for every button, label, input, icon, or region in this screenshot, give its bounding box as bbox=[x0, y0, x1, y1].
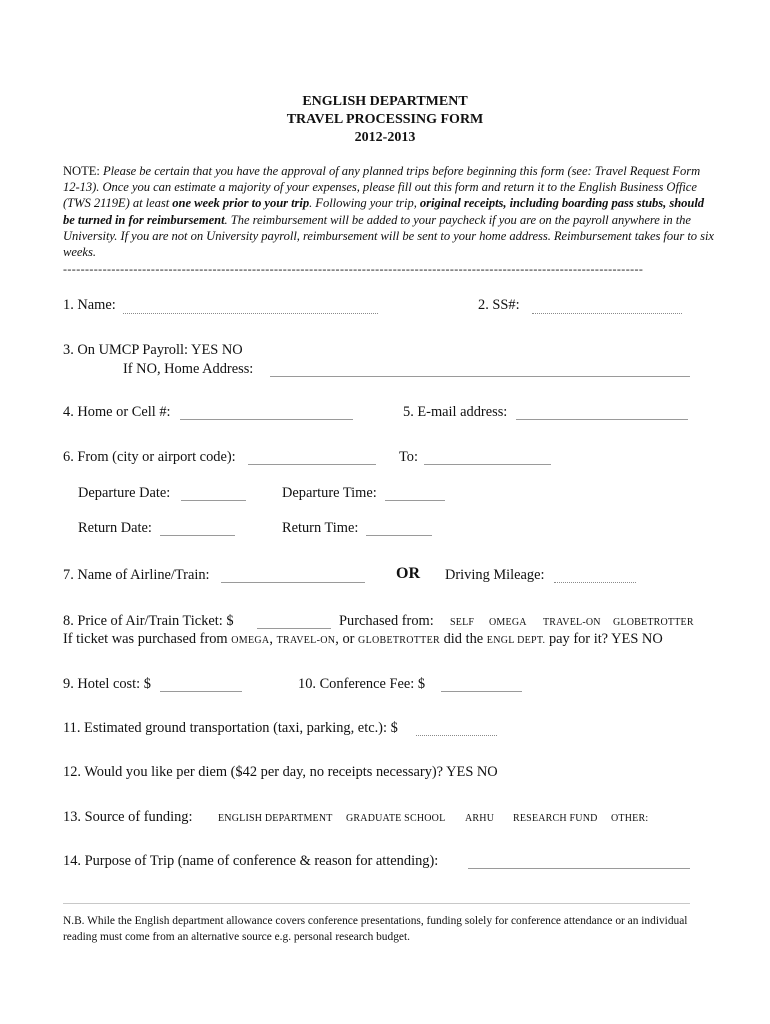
home-address-label: If NO, Home Address: bbox=[123, 361, 254, 377]
note-text-3: . The reimbursement will be added to your paycheck if you are on the payroll anywhere in the University. If you are not on University payroll, reimbursement will be sent to your home address. Reimbursement takes four to six weeks. bbox=[63, 212, 714, 260]
vendor-omega[interactable]: OMEGA bbox=[489, 617, 527, 628]
form-title: TRAVEL PROCESSING FORM bbox=[286, 112, 484, 127]
return-date-field[interactable] bbox=[160, 535, 235, 536]
ground-transport-field[interactable] bbox=[416, 735, 497, 736]
to-field[interactable] bbox=[424, 464, 551, 465]
to-label: To: bbox=[399, 449, 418, 465]
note-deadline: one week prior to your trip bbox=[172, 196, 310, 211]
return-date-label: Return Date: bbox=[78, 520, 152, 536]
funding-arhu[interactable]: ARHU bbox=[465, 813, 495, 824]
home-address-field[interactable] bbox=[270, 376, 690, 377]
vendor-globetrotter[interactable]: GLOBETROTTER bbox=[613, 617, 694, 628]
note-text-1: Please be certain that you have the approval of any planned trips before beginning this form (see: Travel Request Form 12-13). Once you can estimate a majority of your expenses, please fill out this form and return it to the English Business Office (TWS 2119E) at least bbox=[63, 164, 701, 211]
note-receipts: original receipts, including boarding pass stubs, should be turned in for reimbursement bbox=[63, 196, 705, 227]
ticket-payment-question: If ticket was purchased from OMEGA, TRAVEL-ON, or GLOBETROTTER did the ENGL DEPT. pay for it? YES NO bbox=[63, 631, 663, 647]
airline-label: 7. Name of Airline/Train: bbox=[63, 567, 210, 583]
phone-field[interactable] bbox=[180, 419, 353, 420]
ss-label: 2. SS#: bbox=[478, 297, 520, 313]
ticket-q-or: , or bbox=[335, 631, 355, 647]
vendor-travel-on[interactable]: TRAVEL-ON bbox=[543, 617, 601, 628]
instructions-note bbox=[63, 163, 718, 260]
departure-time-field[interactable] bbox=[385, 500, 445, 501]
email-field[interactable] bbox=[516, 419, 688, 420]
mileage-field[interactable] bbox=[554, 582, 636, 583]
funding-graduate-school[interactable]: GRADUATE SCHOOL bbox=[346, 813, 446, 824]
conference-fee-label: 10. Conference Fee: $ bbox=[298, 676, 426, 692]
ticket-price-label: 8. Price of Air/Train Ticket: $ bbox=[63, 613, 234, 629]
name-field[interactable] bbox=[123, 313, 378, 314]
mileage-label: Driving Mileage: bbox=[445, 567, 545, 583]
ticket-price-field[interactable] bbox=[257, 628, 331, 629]
or-separator: OR bbox=[396, 565, 420, 582]
departure-date-field[interactable] bbox=[181, 500, 246, 501]
departure-date-label: Departure Date: bbox=[78, 485, 171, 501]
vendor-self[interactable]: SELF bbox=[450, 617, 475, 628]
airline-field[interactable] bbox=[221, 582, 365, 583]
trip-purpose-label: 14. Purpose of Trip (name of conference & reason for attending): bbox=[63, 853, 439, 869]
email-label: 5. E-mail address: bbox=[403, 404, 508, 420]
ss-field[interactable] bbox=[532, 313, 682, 314]
footer-rule bbox=[63, 903, 690, 904]
funding-english-dept[interactable]: ENGLISH DEPARTMENT bbox=[218, 813, 333, 824]
return-time-field[interactable] bbox=[366, 535, 432, 536]
note-text-2: . Following your trip, bbox=[309, 196, 417, 211]
ticket-q-omega: OMEGA bbox=[231, 635, 270, 646]
ticket-q-globetrotter: GLOBETROTTER bbox=[358, 635, 440, 646]
conference-fee-field[interactable] bbox=[441, 691, 522, 692]
phone-label: 4. Home or Cell #: bbox=[63, 404, 171, 420]
funding-source-label: 13. Source of funding: bbox=[63, 809, 193, 825]
departure-time-label: Departure Time: bbox=[282, 485, 377, 501]
purchased-from-label: Purchased from: bbox=[339, 613, 434, 629]
hotel-cost-field[interactable] bbox=[160, 691, 242, 692]
return-time-label: Return Time: bbox=[282, 520, 359, 536]
per-diem-question: 12. Would you like per diem ($42 per day, no receipts necessary)? YES NO bbox=[63, 764, 498, 780]
ticket-q-travel-on: TRAVEL-ON bbox=[276, 635, 336, 646]
footnote: N.B. While the English department allowance covers conference presentations, funding solely for conference attendance or an individual reading must come from an alternative source e.g. personal research budget. bbox=[63, 915, 688, 943]
ticket-q-part-b: did the bbox=[443, 631, 484, 647]
funding-research-fund[interactable]: RESEARCH FUND bbox=[513, 813, 598, 824]
name-label: 1. Name: bbox=[63, 297, 116, 313]
dept-title: ENGLISH DEPARTMENT bbox=[302, 94, 468, 109]
ticket-q-part-a: If ticket was purchased from bbox=[63, 631, 228, 647]
ticket-q-part-c: pay for it? YES NO bbox=[548, 631, 663, 647]
from-field[interactable] bbox=[248, 464, 376, 465]
trip-purpose-field[interactable] bbox=[468, 868, 690, 869]
ground-transport-label: 11. Estimated ground transportation (taxi, parking, etc.): $ bbox=[63, 720, 398, 736]
ticket-q-engl-dept: ENGL DEPT. bbox=[486, 635, 546, 646]
funding-other[interactable]: OTHER: bbox=[611, 813, 649, 824]
academic-year: 2012-2013 bbox=[354, 130, 416, 145]
section-divider: ------------------------------------------------------------------------------------------------------------------------------------ bbox=[63, 262, 644, 276]
from-label: 6. From (city or airport code): bbox=[63, 449, 236, 465]
payroll-question: 3. On UMCP Payroll: YES NO bbox=[63, 342, 243, 358]
hotel-cost-label: 9. Hotel cost: $ bbox=[63, 676, 151, 692]
note-label: NOTE: bbox=[63, 164, 100, 178]
